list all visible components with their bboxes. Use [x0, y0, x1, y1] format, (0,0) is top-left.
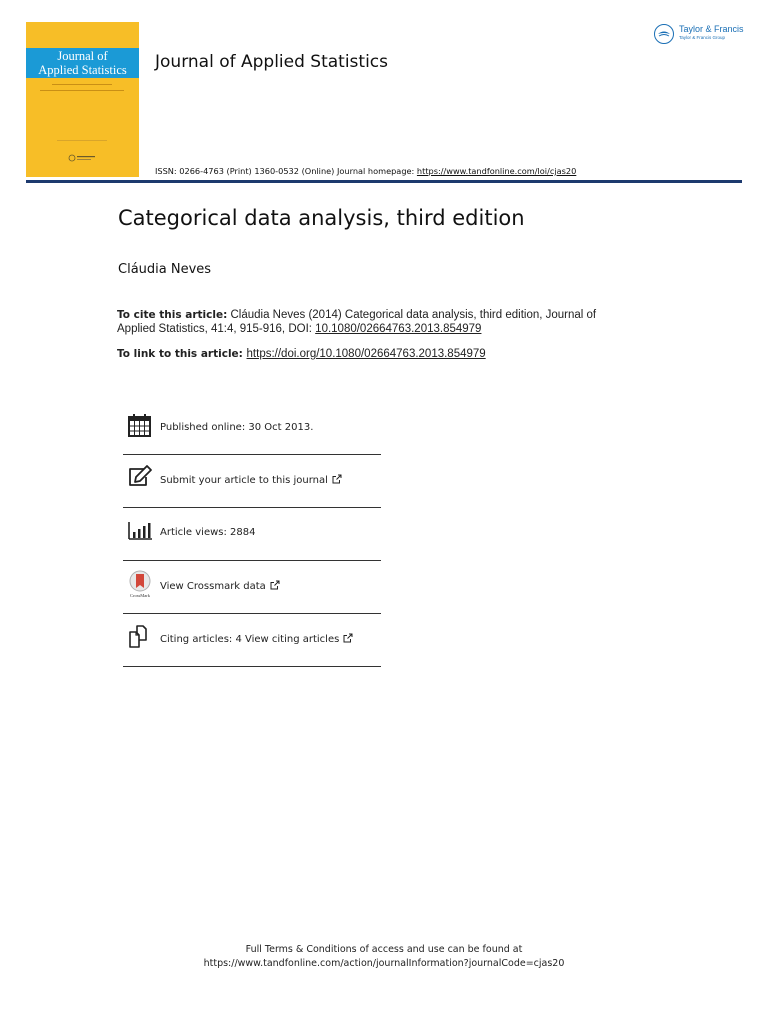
citing-articles-label: Citing articles: 4 View citing articles — [160, 634, 340, 645]
article-info-list — [123, 403, 381, 667]
cite-doi-link[interactable]: 10.1080/02664763.2013.854979 — [315, 323, 482, 335]
publisher-name: Taylor & Francis — [679, 24, 744, 34]
publisher-logo-icon — [654, 24, 674, 44]
cover-title — [26, 48, 139, 78]
crossmark-label: View Crossmark data — [160, 581, 266, 592]
calendar-icon — [126, 412, 154, 440]
cover-decoration — [57, 140, 107, 141]
citing-articles-link[interactable] — [160, 633, 353, 645]
article-views: Article views: 2884 — [160, 527, 256, 538]
external-link-icon — [343, 633, 353, 643]
article-title: Categorical data analysis, third edition — [118, 206, 525, 230]
journal-cover — [26, 22, 139, 177]
cite-text-1: Cláudia Neves (2014) Categorical data analysis, third edition, Journal of — [227, 309, 597, 321]
citation-block — [117, 308, 637, 336]
journal-name[interactable]: Journal of Applied Statistics — [155, 52, 389, 72]
edit-icon — [126, 464, 154, 492]
published-date: Published online: 30 Oct 2013. — [160, 422, 314, 433]
bar-chart-icon — [126, 517, 154, 545]
issn-line — [155, 166, 576, 176]
journal-homepage-link[interactable]: https://www.tandfonline.com/loi/cjas20 — [416, 166, 577, 176]
publisher-sub: Taylor & Francis Group — [679, 35, 726, 40]
header-divider — [26, 180, 742, 183]
published-item — [123, 403, 381, 455]
cover-title-line1: Journal of — [57, 49, 108, 63]
publisher-logo[interactable] — [654, 23, 746, 47]
crossmark-item[interactable] — [123, 561, 381, 614]
terms-footer — [0, 943, 768, 971]
link-label: To link to this article: — [117, 348, 247, 360]
cover-decoration — [40, 90, 124, 91]
article-views-item — [123, 508, 381, 561]
external-link-icon — [270, 580, 280, 590]
cite-label: To cite this article: — [117, 309, 228, 321]
citing-articles-icon — [126, 623, 154, 651]
cite-text-2: Applied Statistics, 41:4, 915-916, DOI: — [117, 323, 316, 335]
submit-article-label: Submit your article to this journal — [160, 475, 328, 486]
crossmark-link[interactable] — [160, 580, 280, 592]
terms-link[interactable]: https://www.tandfonline.com/action/journalInformation?journalCode=cjas20 — [203, 958, 565, 969]
cover-publisher-logo — [68, 154, 98, 162]
cover-decoration — [52, 84, 112, 85]
citing-articles-item[interactable] — [123, 614, 381, 667]
article-link-block — [117, 347, 486, 361]
issn-text: ISSN: 0266-4763 (Print) 1360-0532 (Online) Journal homepage: — [155, 166, 417, 176]
terms-text: Full Terms & Conditions of access and use can be found at — [245, 944, 523, 955]
submit-article-link[interactable] — [160, 474, 342, 486]
crossmark-caption: CrossMark — [130, 593, 150, 598]
crossmark-icon — [126, 570, 154, 598]
external-link-icon — [332, 474, 342, 484]
cover-title-line2: Applied Statistics — [38, 63, 127, 77]
article-author: Cláudia Neves — [118, 262, 212, 277]
submit-article-item[interactable] — [123, 455, 381, 508]
article-doi-link[interactable]: https://doi.org/10.1080/02664763.2013.854979 — [246, 348, 486, 360]
